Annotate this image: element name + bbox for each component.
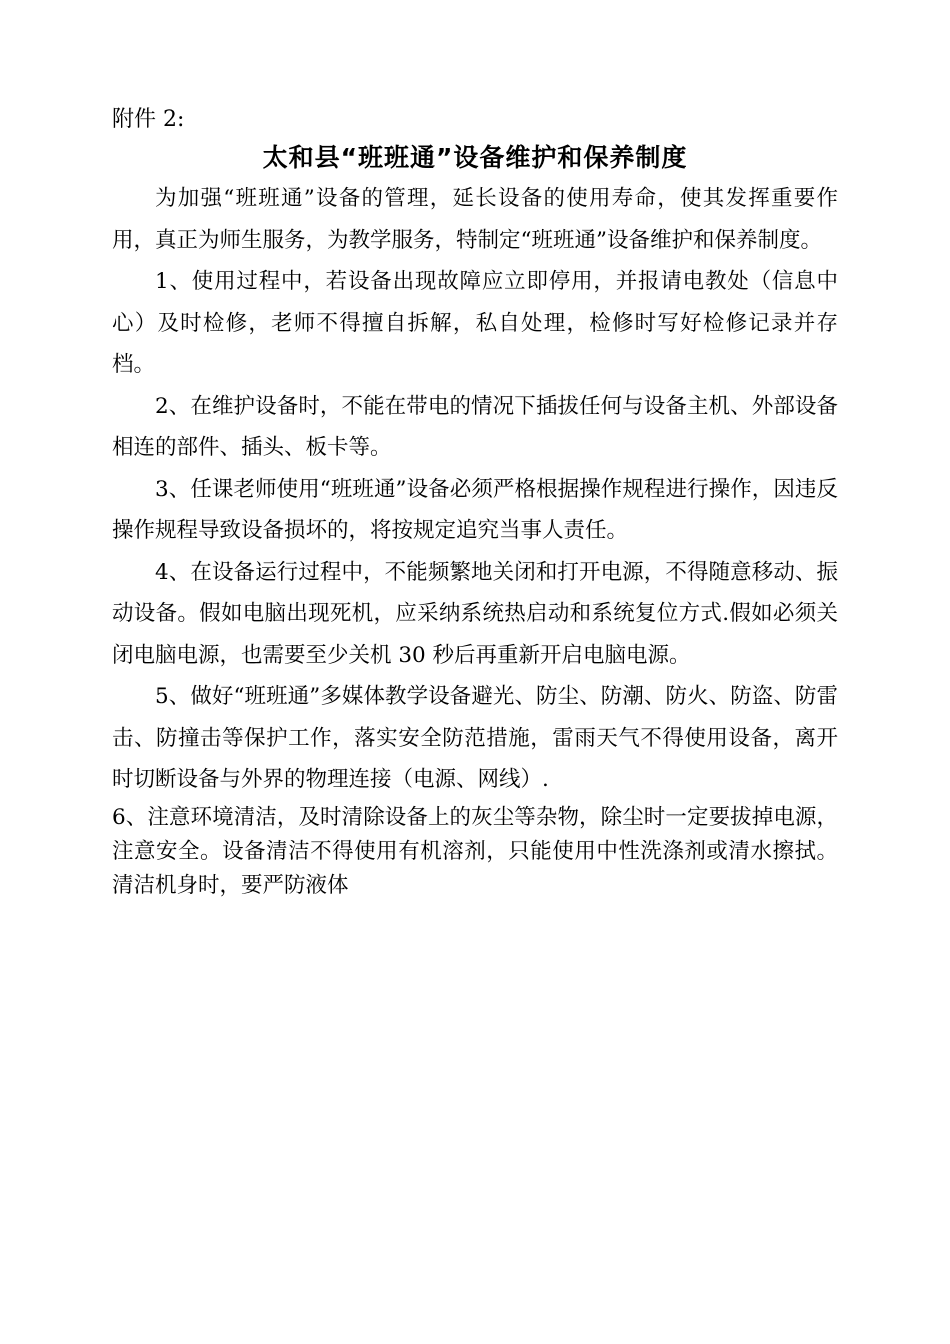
rule-item-1: 1、使用过程中，若设备出现故障应立即停用，并报请电教处（信息中心）及时检修，老师不得擅自拆解，私自处理，检修时写好检修记录并存档。 (112, 269, 838, 377)
document-title: 太和县“班班通”设备维护和保养制度 (262, 143, 688, 172)
attachment-label: 附件 2: (112, 107, 185, 132)
intro-paragraph: 为加强“班班通”设备的管理，延长设备的使用寿命，使其发挥重要作用，真正为师生服务，为教学服务，特制定“班班通”设备维护和保养制度。 (112, 186, 838, 253)
document-page (112, 100, 838, 903)
rule-item-4: 4、在设备运行过程中，不能频繁地关闭和打开电源，不得随意移动、振动设备。假如电脑出现死机，应采纳系统热启动和系统复位方式.假如必须关闭电脑电源，也需要至少关机 30 秒后再重新开启电脑电源。 (112, 559, 838, 668)
rule-item-5: 5、做好“班班通”多媒体教学设备避光、防尘、防潮、防火、防盗、防雷击、防撞击等保护工作，落实安全防范措施，雷雨天气不得使用设备，离开时切断设备与外界的物理连接（电源、网线）. (112, 684, 838, 792)
rule-item-6: 6、注意环境清洁，及时清除设备上的灰尘等杂物，除尘时一定要拔掉电源，注意安全。设备清洁不得使用有机溶剂，只能使用中性洗涤剂或清水擦拭。清洁机身时，要严防液体 (112, 804, 838, 898)
rule-item-2: 2、在维护设备时，不能在带电的情况下插拔任何与设备主机、外部设备相连的部件、插头、板卡等。 (112, 393, 838, 460)
rule-item-3: 3、任课老师使用“班班通”设备必须严格根据操作规程进行操作，因违反操作规程导致设备损坏的，将按规定追究当事人责任。 (112, 476, 838, 543)
